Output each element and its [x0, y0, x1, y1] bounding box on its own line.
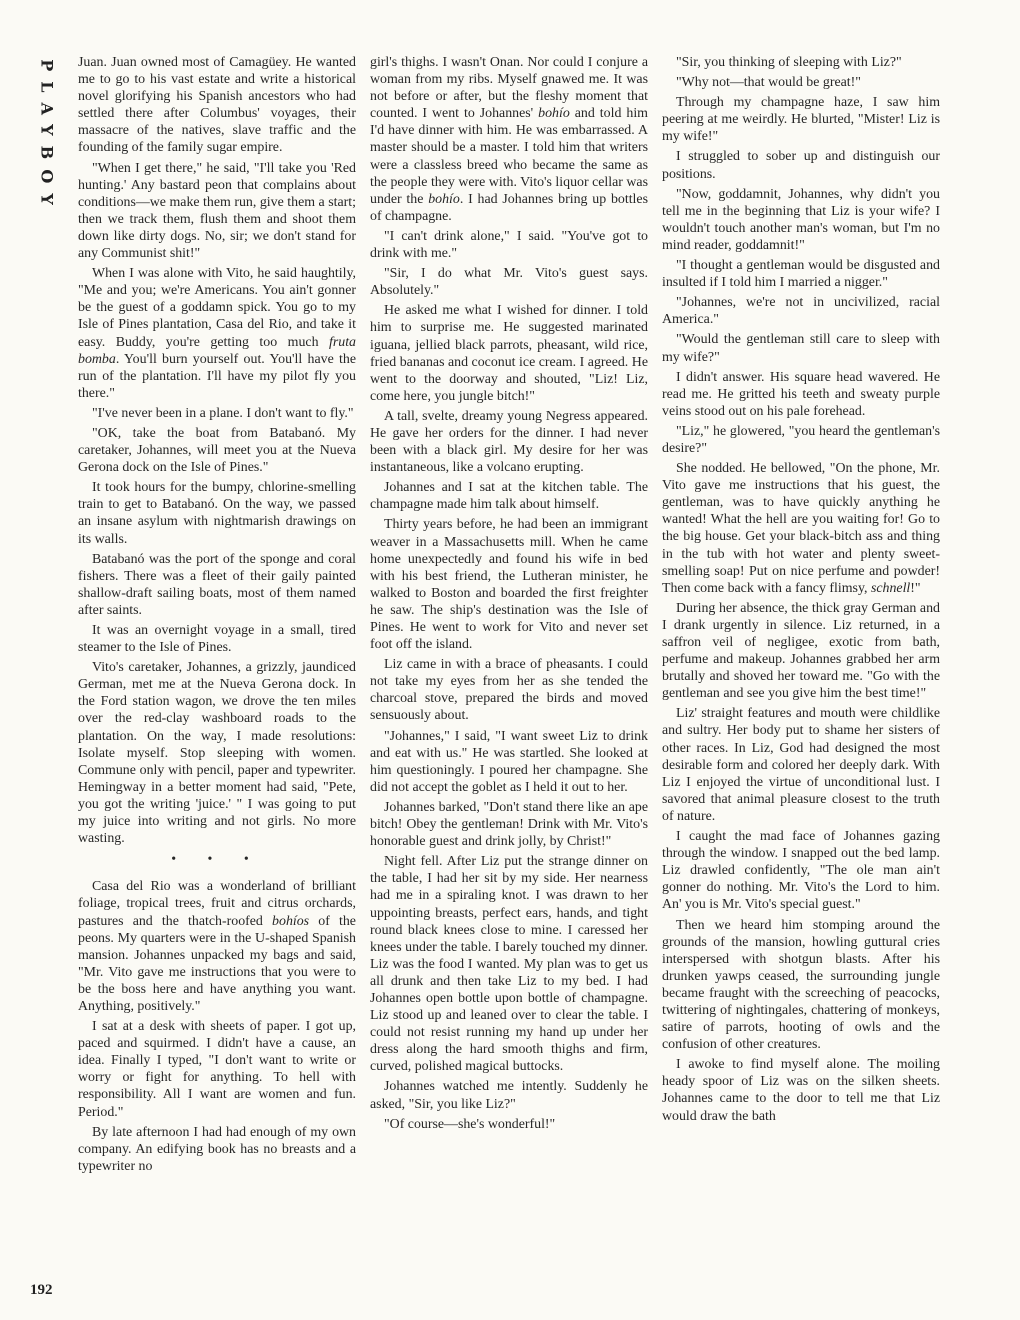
article-paragraph — [370, 479, 648, 513]
article-paragraph — [662, 369, 940, 420]
article-paragraph — [78, 1124, 356, 1175]
text-run: "OK, take the boat from Batabanó. My caretaker, Johannes, will meet you at the Nueva Gerona dock on the Isle of Pines." — [78, 425, 356, 476]
text-run: "Would the gentleman still care to sleep with my wife?" — [662, 332, 940, 365]
article-paragraph — [662, 74, 940, 91]
text-run: A tall, svelte, dreamy young Negress appeared. He gave her orders for the dinner. I had never been with a black girl. My desire for her was instantaneous, like a volcano erupting. — [370, 408, 648, 476]
article-paragraph — [662, 94, 940, 145]
article-paragraph — [662, 186, 940, 254]
article-paragraph — [370, 1078, 648, 1112]
text-run: Liz came in with a brace of pheasants. I could not take my eyes from her as she tended the charcoal stove, prepared the birds and moved sensuously about. — [370, 657, 648, 724]
article-paragraph — [662, 917, 940, 1054]
article-paragraph — [662, 148, 940, 182]
article-paragraph — [662, 460, 940, 597]
text-run: "I thought a gentleman would be disgusted and insulted if I told him I married a nigger." — [662, 258, 940, 291]
italic-text: bohío — [428, 191, 460, 207]
page-number: 192 — [30, 1282, 53, 1298]
text-run: Johannes and I sat at the kitchen table. The champagne made him talk about himself. — [370, 480, 648, 513]
article-paragraph — [78, 405, 356, 422]
article-paragraph — [662, 423, 940, 457]
text-run: When I was alone with Vito, he said haughtily, "Me and you; we're Americans. You ain't gonner be the guest of a goddamn spick. You go to my Isle of Pines plantation, Casa del Rio, and take it easy. Buddy, you're getting too much — [78, 266, 356, 350]
article-paragraph — [370, 228, 648, 262]
article-paragraph — [370, 728, 648, 796]
article-paragraph — [370, 799, 648, 850]
text-run: . I had Johannes bring up bottles of champagne. — [370, 191, 648, 224]
text-run: "I can't drink alone," I said. "You've got to drink with me." — [370, 228, 648, 262]
text-run: Liz' straight features and mouth were childlike and sultry. Her body put to shame her sisters of other races. In Liz, God had designed the most desirable form and colored her deeply dark. With Liz I enjoyed the virtue of unconditional lust. I savored that animal pleasure closest to the truth of nature. — [662, 706, 940, 824]
article-paragraph — [662, 294, 940, 328]
article-paragraph — [78, 551, 356, 619]
text-run: "When I get there," he said, "I'll take you 'Red hunting.' Any bastard peon that complains about conditions—we make them run, give them a start; then we track them, flush them and shoot them down like dirty dogs. No, sir; we don't stand for any Communist shit!" — [78, 160, 356, 262]
article-paragraph — [78, 878, 356, 1015]
text-run: "Sir, you thinking of sleeping with Liz?" — [676, 55, 902, 70]
text-run: Vito's caretaker, Johannes, a grizzly, jaundiced German, met me at the Nueva Gerona dock. In the Ford station wagon, we drove the ten miles over the red-clay washboard roads to the plantation. On the way, I made resolutions: Isolate myself. Stop sleeping with women. Commune only with pencil, paper and typewriter. Hemingway in a better moment had said, "Pete, you got the writing 'juice.' " I was going to put my juice into writing and not girls. No more wasting. — [78, 660, 356, 847]
text-run: I struggled to sober up and distinguish our positions. — [662, 149, 940, 182]
text-run: He asked me what I wished for dinner. I told him to surprise me. He suggested marinated iguana, jellied black parrots, pheasant, wild rice, fried bananas and coconut ice cream. I agreed. He went to the doorway and shouted, "Liz! Liz, come here, you jungle bitch!" — [370, 303, 648, 404]
text-run: of the peons. My quarters were in the U-shaped Spanish mansion. Johannes unpacked my bags and said, "Mr. Vito gave me instructions that you were to be the boss here and have anything you want. Anything, positively." — [78, 913, 356, 1014]
article-paragraph — [78, 54, 356, 157]
article-paragraph — [370, 853, 648, 1075]
article-paragraph — [662, 1056, 940, 1124]
text-run: girl's thighs. I wasn't Onan. Nor could I conjure a woman from my ribs. Myself gnawed me. It was not before or after, but the fleshy moment that counted. I went to Johannes' — [370, 55, 648, 122]
text-run: !" — [910, 580, 921, 596]
text-run: "Of course—she's wonderful!" — [384, 1116, 556, 1132]
text-run: "I've never been in a plane. I don't want to fly." — [92, 405, 354, 421]
text-run: Night fell. After Liz put the strange dinner on the table, I had her sit by my side. Her nearness had me in a spiraling knot. I was drawn to her uppointing breasts, perfect ears, hands, and tight round black knees close to mine. I caressed her knees under the table. I barely touched my dinner. Liz was the food I wanted. My plan was to get us all drunk and then take Liz to my bed. I had Johannes open bottle upon bottle of champagne. Liz stood up and leaned over to clear the table. I could not resist running my hand up under her dress along the hard smooth thighs and firm, curved, polished magical buttocks. — [370, 854, 648, 1075]
text-run: . You'll burn yourself out. You'll have the run of the plantation. I'll have my pilot fly you there." — [78, 351, 356, 401]
article-paragraph — [78, 160, 356, 263]
article-paragraph — [78, 265, 356, 402]
text-column-3 — [662, 54, 940, 1128]
article-paragraph — [78, 479, 356, 547]
masthead-text: PLAYBOY — [37, 59, 57, 215]
text-run: Johannes barked, "Don't stand there like an ape bitch! Obey the gentleman! Drink with Mr. Vito's honorable guest and drink jolly, by Christ!" — [370, 799, 648, 850]
article-paragraph — [370, 54, 648, 225]
text-run: Johannes watched me intently. Suddenly he asked, "Sir, you like Liz?" — [370, 1079, 648, 1112]
text-run: Juan. Juan owned most of Camagüey. He wanted me to go to his vast estate and write a historical novel glorifying his Spanish ancestors who had settled there after Columbus' voyages, their massacre of the natives, slave traffic and the founding of the family sugar empire. — [78, 55, 356, 156]
text-run: I caught the mad face of Johannes gazing through the window. I snapped out the bed lamp. Liz drawled confidently, "The ole man ain't gonner do nothing. Mr. Vito's the Lord to him. An' you is Mr. Vito's special guest." — [662, 829, 940, 913]
text-run: During her absence, the thick gray German and I drank urgently in silence. Liz returned, in a saffron veil of negligee, exotic from bath, perfume and makeup. Johannes grabbed her arm brutally and shoved her toward me. "Go with the gentleman and see you give him the best time!" — [662, 600, 940, 702]
text-run: "Sir, I do what Mr. Vito's guest says. Absolutely." — [370, 266, 648, 299]
text-run: Batabanó was the port of the sponge and coral fishers. There was a fleet of their gaily painted shallow-draft sailing boats, most of them named after saints. — [78, 551, 356, 618]
article-paragraph — [662, 705, 940, 825]
text-run: "Why not—that would be great!" — [676, 75, 861, 91]
article-paragraph — [78, 622, 356, 656]
text-run: "Liz," he glowered, "you heard the gentleman's desire?" — [662, 423, 940, 456]
text-run: and told him I'd have dinner with him. He was embarrassed. A master should be a master. I told him that writers were a classless breed who became the same as the people they were with. Vito's liquor cellar was under the — [370, 106, 648, 207]
text-run: Casa del Rio was a wonderland of brilliant foliage, tropical trees, fruit and citrus orchards, pastures and the thatch-roofed — [78, 879, 356, 929]
text-run: It took hours for the bumpy, chlorine-smelling train to get to Batabanó. On the way, we passed an insane asylum with nightmarish drawings on its walls. — [78, 480, 356, 547]
text-column-2 — [370, 54, 648, 1136]
text-run: She nodded. He bellowed, "On the phone, Mr. Vito gave me instructions that his guest, the gentleman, was to have quickly anything he wanted! What the hell are you waiting for! Go to the big house. Get your black-bitch ass and thing in the tub with hot water and plenty sweet-smelling soap! Put on nice perfume and powder! Then come back with a fancy flimsy, — [662, 461, 940, 596]
article-paragraph — [78, 659, 356, 847]
article-paragraph — [370, 302, 648, 405]
article-paragraph — [662, 828, 940, 913]
article-paragraph — [662, 257, 940, 291]
text-run: "Now, goddamnit, Johannes, why didn't you tell me in the beginning that Liz is your wife? I wouldn't touch another man's woman, but I'm no mind reader, goddamnit!" — [662, 186, 940, 253]
article-paragraph — [662, 600, 940, 703]
text-column-1 — [78, 54, 356, 1178]
magazine-masthead — [30, 52, 64, 222]
article-paragraph — [370, 408, 648, 476]
article-paragraph — [662, 331, 940, 365]
article-paragraph — [78, 425, 356, 476]
text-run: Thirty years before, he had been an immigrant weaver in a Massachusetts mill. When he came home unexpectedly and found his wife in bed with his best friend, the Lutheran minister, he walked to Boston and boarded the first freighter he saw. The ship's destination was the Isle of Pines. He went to work for Vito and never set foot off the island. — [370, 517, 648, 653]
article-paragraph — [370, 516, 648, 653]
text-run: I awoke to find myself alone. The moiling heady spoor of Liz was on the silken sheets. Johannes came to the door to tell me that Liz would draw the bath — [662, 1057, 940, 1124]
text-run: • • • — [171, 852, 263, 868]
article-paragraph — [370, 1116, 648, 1133]
text-run: It was an overnight voyage in a small, tired steamer to the Isle of Pines. — [78, 623, 356, 656]
italic-text: bohíos — [272, 913, 310, 929]
text-run: "Johannes, we're not in uncivilized, racial America." — [662, 295, 940, 328]
text-run: I sat at a desk with sheets of paper. I got up, paced and squirmed. I didn't have a cause, an idea. Finally I typed, "I don't want to write or worry or fight for anything. To hell with responsibility. All I want are women and fun. Period." — [78, 1019, 356, 1120]
italic-text: fruta bomba — [78, 334, 356, 367]
article-paragraph — [78, 1018, 356, 1121]
italic-text: schnell — [870, 580, 911, 596]
article-paragraph — [370, 656, 648, 724]
text-run: I didn't answer. His square head wavered. He read me. He gritted his teeth and sweaty purple veins stood out on his pale forehead. — [662, 369, 940, 419]
italic-text: bohío — [538, 106, 570, 122]
section-divider — [78, 851, 356, 868]
article-paragraph — [662, 54, 940, 71]
article-paragraph — [370, 265, 648, 299]
text-run: Through my champagne haze, I saw him peering at me weirdly. He blurted, "Mister! Liz is my wife!" — [662, 95, 940, 145]
text-run: By late afternoon I had had enough of my own company. An edifying book has no breasts and a typewriter no — [78, 1124, 356, 1174]
text-run: "Johannes," I said, "I want sweet Liz to drink and eat with us." He was startled. She looked at him questioningly. I poured her champagne. She did not accept the goblet as I held it out to her. — [370, 728, 648, 795]
text-run: Then we heard him stomping around the grounds of the mansion, howling guttural cries interspersed with shotgun blasts. After his drunken yawps ceased, the surrounding jungle became fraught with the screeching of peacocks, twittering of nightingales, chattering of monkeys, satire of parrots, hooting of owls and the confusion of other creatures. — [662, 917, 940, 1053]
